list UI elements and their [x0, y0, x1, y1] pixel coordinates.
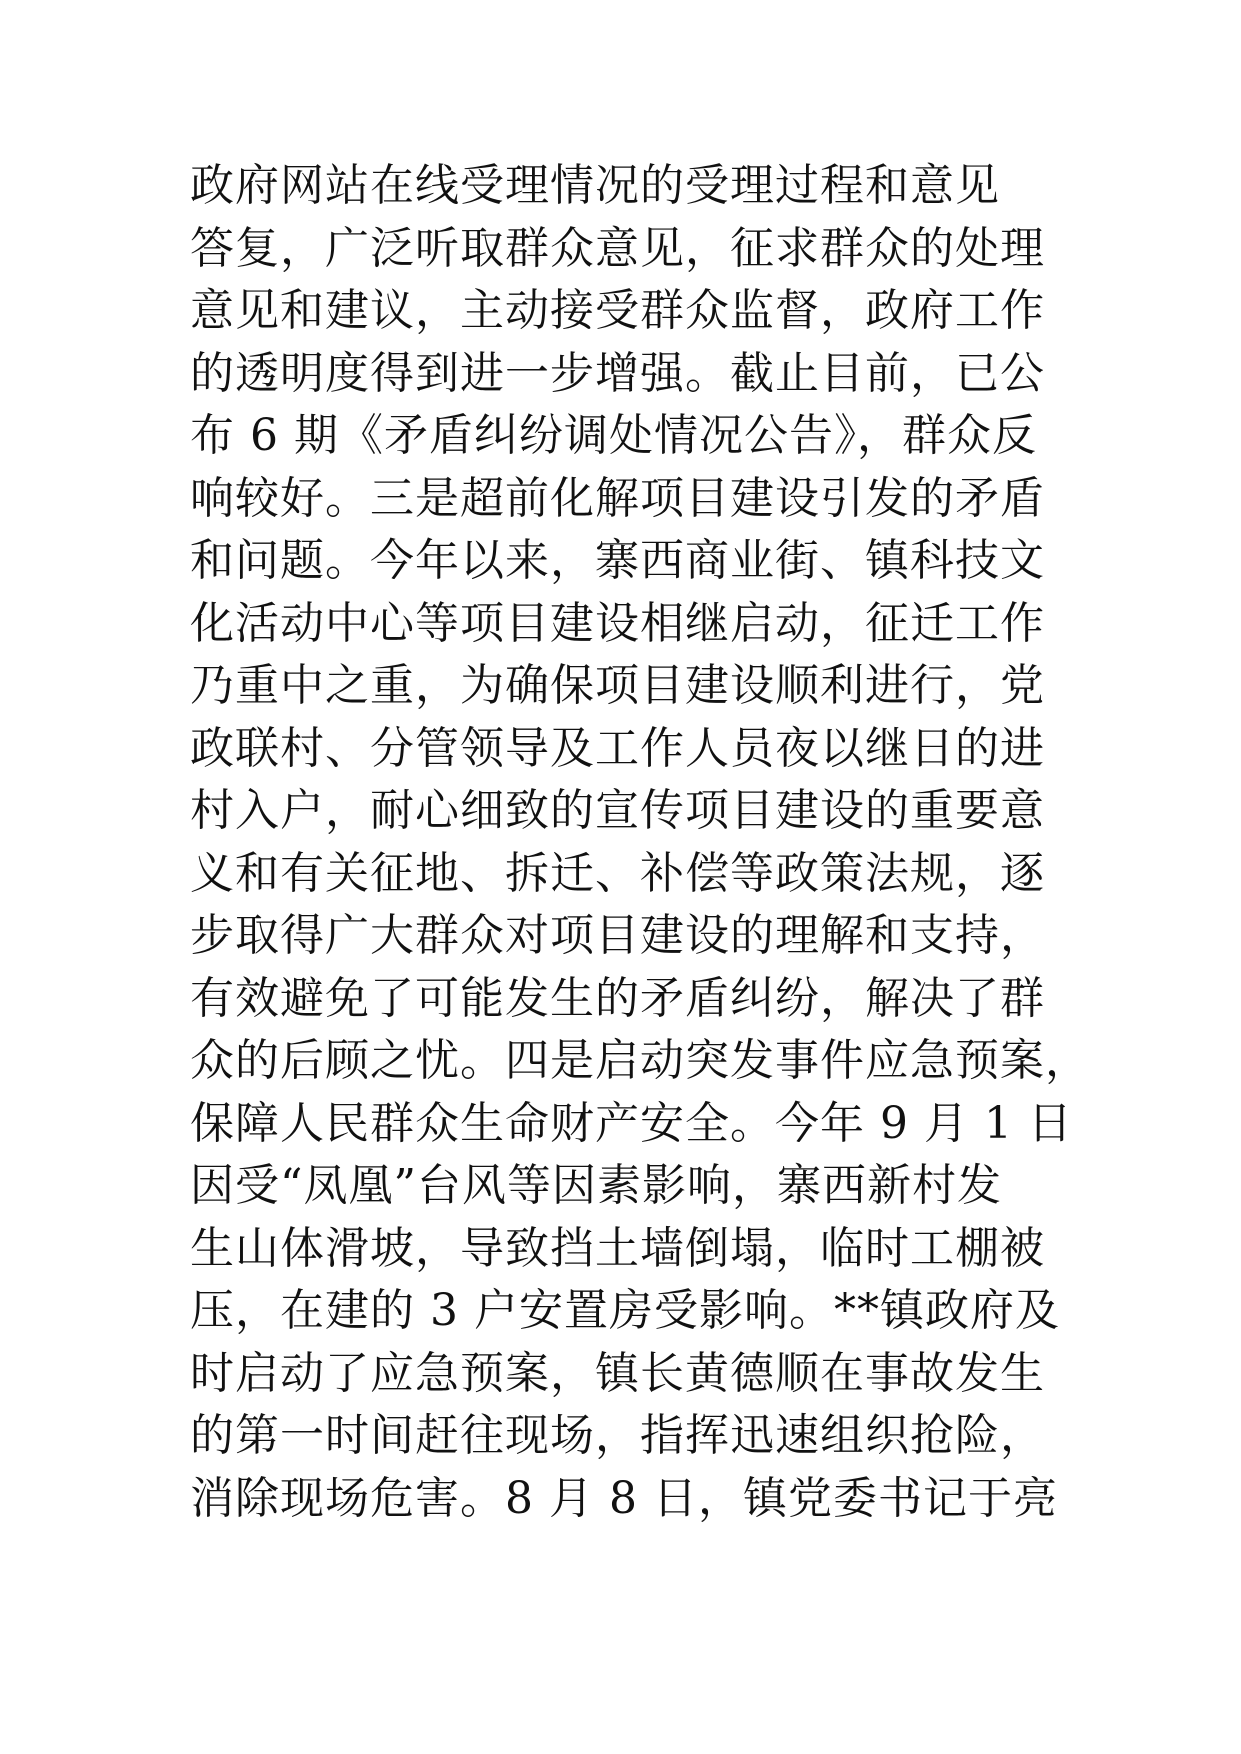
- text-line: 答复，广泛听取群众意见，征求群众的处理: [190, 222, 1045, 274]
- text-line: 消除现场危害。8 月 8 日，镇党委书记于亮: [190, 1472, 1058, 1524]
- text-line: 因受“凤凰”台风等因素影响，寨西新村发: [190, 1160, 1002, 1211]
- text-line: 的第一时间赶往现场，指挥迅速组织抢险，: [190, 1410, 1045, 1461]
- text-line: 政联村、分管领导及工作人员夜以继日的进: [190, 722, 1045, 774]
- text-line: 政府网站在线受理情况的受理过程和意见: [190, 160, 1000, 211]
- text-line: 意见和建议，主动接受群众监督，政府工作: [190, 285, 1045, 336]
- text-line: 布 6 期《矛盾纠纷调处情况公告》，群众反: [190, 410, 1037, 461]
- text-line: 生山体滑坡，导致挡土墙倒塌，临时工棚被: [190, 1222, 1045, 1274]
- text-line: 村入户，耐心细致的宣传项目建设的重要意: [190, 785, 1045, 836]
- text-line: 和问题。今年以来，寨西商业街、镇科技文: [190, 535, 1045, 586]
- text-line: 的透明度得到进一步增强。截止目前，已公: [190, 347, 1045, 399]
- body-text: [190, 155, 1090, 1530]
- text-line: 时启动了应急预案，镇长黄德顺在事故发生: [190, 1347, 1045, 1399]
- text-line: 步取得广大群众对项目建设的理解和支持，: [190, 910, 1045, 961]
- text-line: 响较好。三是超前化解项目建设引发的矛盾: [190, 472, 1045, 524]
- text-line: 压，在建的 3 户安置房受影响。**镇政府及: [190, 1285, 1060, 1336]
- text-line: 义和有关征地、拆迁、补偿等政策法规，逐: [190, 847, 1045, 899]
- text-line: 众的后顾之忧。四是启动突发事件应急预案，: [190, 1035, 1090, 1086]
- text-line: 化活动中心等项目建设相继启动，征迁工作: [190, 597, 1045, 649]
- text-line: 保障人民群众生命财产安全。今年 9 月 1 日: [190, 1097, 1073, 1149]
- text-line: 有效避免了可能发生的矛盾纠纷，解决了群: [190, 972, 1045, 1024]
- text-line: 乃重中之重，为确保项目建设顺利进行，党: [190, 660, 1045, 711]
